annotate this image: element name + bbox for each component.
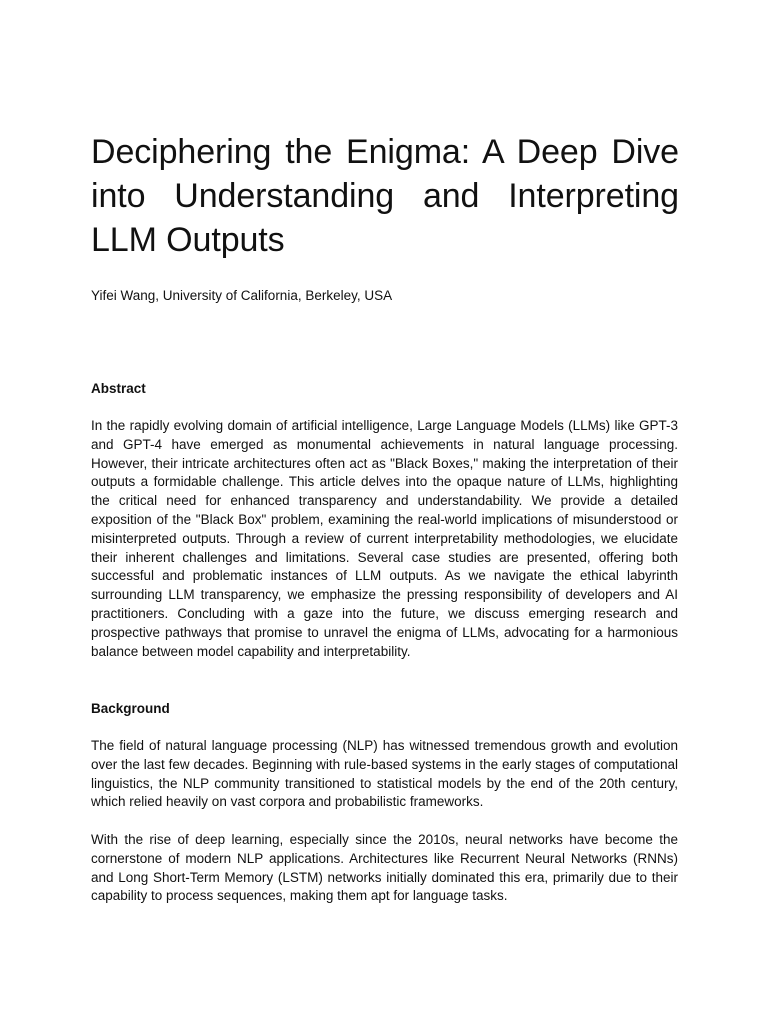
author-affiliation: Yifei Wang, University of California, Berkeley, USA [91, 288, 393, 303]
paper-title: Deciphering the Enigma: A Deep Dive into Understanding and Interpreting LLM Outputs [91, 133, 679, 259]
background-paragraph: With the rise of deep learning, especially since the 2010s, neural networks have become the cornerstone of modern NLP applications. Architectures like Recurrent Neural Networks (RNNs) and Long Short-Term Memory (LSTM) networks initially dominated this era, primarily due to their capability to process sequences, making them apt for language tasks. [91, 832, 678, 904]
background-paragraph: The field of natural language processing (NLP) has witnessed tremendous growth and evolution over the last few decades. Beginning with rule-based systems in the early stages of computational linguistics, the NLP community transitioned to statistical models by the end of the 20th century, which relied heavily on vast corpora and probabilistic frameworks. [91, 738, 678, 810]
background-heading: Background [91, 701, 170, 716]
abstract-paragraph: In the rapidly evolving domain of artificial intelligence, Large Language Models (LLMs) like GPT-3 and GPT-4 have emerged as monumental achievements in natural language processing. However, their intricate architectures often act as "Black Boxes," making the interpretation of their outputs a formidable challenge. This article delves into the opaque nature of LLMs, highlighting the critical need for enhanced transparency and understandability. We provide a detailed exposition of the "Black Box" problem, examining the real-world implications of misunderstood or misinterpreted outputs. Through a review of current interpretability methodologies, we elucidate their inherent challenges and limitations. Several case studies are presented, offering both successful and problematic instances of LLM outputs. As we navigate the ethical labyrinth surrounding LLM transparency, we emphasize the pressing responsibility of developers and AI practitioners. Concluding with a gaze into the future, we discuss emerging research and prospective pathways that promise to unravel the enigma of LLMs, advocating for a harmonious balance between model capability and interpretability. [91, 418, 678, 659]
abstract-heading: Abstract [91, 381, 146, 396]
